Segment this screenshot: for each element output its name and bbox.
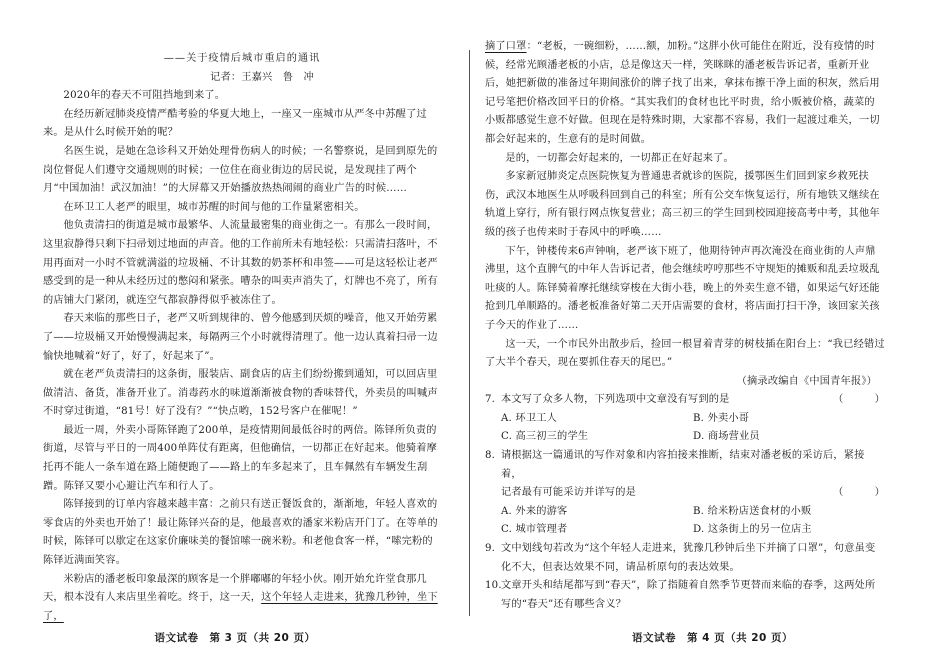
question-text-cont: 记者最有可能采访并详写的是 [501,487,637,499]
paragraph: 他负责清扫的街道是城市最繁华、人流量最密集的商业街之一。有那么一段时间，这里寂静得只剩下扫帚划过地面的声音。他的工作前所未有地轻松：只需清扫落叶，不用再面对一小时不管就满溢的垃圾桶、不计其数的奶茶杯和串签——可是这轻松让老严感受到的是一种从未经历过的憋闷和紧张。嘈杂的叫卖声消失了，灯牌也不亮了，所有的店铺大门紧闭，就连空气都寂静得似乎被冻住了。 [43,220,438,306]
question-number: 8. [485,450,496,462]
question-8 [485,447,885,540]
source-note: （摘录改编自《中国青年报》） [736,375,877,387]
paragraph-text: ：“老板，一碗细粉，……额，加粉。”这胖小伙可能住在附近，没有疫情的时候，经常光顾潘老板的小店，总是像这天一样，笑眯眯的潘老板告诉记者，重新开业后，她把新做的准备过年期间涨价的牌子找了出来，拿抹布擦干净上面的积灰，然后用记号笔把价格改回平日的价格。“其实我们的食材也比平时贵，给小贩被价格，蔬菜的小贩都感觉生意不好做。但现在是特殊时期，大家都不容易，我们一起渡过难关，一切都会好起来的，生意有的是时间做。 [485,41,880,145]
question-text-cont: 写的“春天”还有哪些含义？ [501,598,627,610]
paragraph: 陈铎接到的订单内容越来越丰富：之前只有送正餐饭食的，渐渐地，年轻人喜欢的零食店的外卖也开始了！最让陈铎兴奋的是，他最喜欢的潘家米粉店开门了。在等单的时候，陈铎可以歇定在这家价廉味美的餐馆嗦一碗米粉。和老他食客一样，“嗦完粉的陈铎近满面笑容。 [43,499,438,567]
page-divider [469,50,470,616]
paragraph: 就在老严负责清扫的这条街，服装店、副食店的店主们纷纷搬到通知，可以回店里做清洁、备货，准备开业了。消毒药水的味道渐渐被食物的香味替代，外卖员的叫喊声不时穿过街道，“81号！好了没有？”“快点哟，152号客户在催呢！” [43,369,438,418]
page-footer: 语文试卷 第 4 页（共 20 页） [631,632,794,644]
question-number: 7. [485,394,496,406]
option-a: A. 外来的游客 [501,505,568,517]
right-column [485,38,885,614]
exam-page-4 [475,0,950,671]
question-text-cont: 化不大，但表达效果不同，请品析原句的表达效果。 [501,561,740,573]
answer-bracket: （ ） [833,487,885,499]
paragraph: 这一天，一个市民外出散步后，捡回一根冒着青芽的树枝插在阳台上：“我已经错过了大半个春天，现在要抓住春天的尾巴。” [485,338,885,369]
paragraph: 是的，一切都会好起来的，一切都正在好起来了。 [505,152,734,164]
page-footer: 语文试卷 第 3 页（共 20 页） [154,632,316,644]
question-text: 请根据这一篇通讯的写作对象和内容拍接来推断，结束对潘老板的采访后，紧接着， [501,450,865,480]
paragraph-with-underline [485,38,885,150]
article-byline: 记者：王嘉兴 鲁 冲 [210,71,314,83]
option-d: D. 这条街上的另一位店主 [693,524,812,536]
paragraph: 下午，钟楼传来6声钟响，老严该下班了，他期待钟声再次淹没在商业街的人声鼎沸里，这个直脾气的中年人告诉记者，他会继续哼哼那些不守规矩的摊贩和乱丢垃圾乱吐痰的人。陈铎骑着摩托继续穿梭在大街小巷，晚上的外卖生意不错，如果运气好还能抢到几单顺路的。潘老板准备好第二天开店需要的食材，将店面打扫干净，该回家关孩子今天的作业了…… [485,245,880,331]
option-c: C. 高三初三的学生 [501,431,589,443]
answer-bracket: （ ） [833,394,885,406]
option-d: D. 商场营业员 [693,431,760,443]
option-b: B. 给米粉店送食材的小贩 [693,505,812,517]
question-number: 10. [485,580,502,592]
paragraph: 最近一周，外卖小哥陈铎跑了200单，是疫情期间最低谷时的两倍。陈铎所负责的街道，尽管与平日的一周400单阵仗有距离，但他确信，一切都正在好起来。他骑着摩托再不能人一条车道在路上随便跑了——路上的车多起来了，且车佩然有车辆发生刮蹭。陈铎又要小心避让汽车和行人了。 [43,424,437,492]
paragraph-with-underline [43,571,441,627]
paragraph: 多家新冠肺炎定点医院恢复为普通患者就诊的医院，援鄂医生们回到家乡救死扶伤，武汉本地医生从呼吸科回到自己的科室；所有公交车恢复运行，所有地铁又继续在轨道上穿行，所有银行网点恢复营业；高三初三的学生回到校园迎接高考中考，其他年级的孩子也传来时于春风中的呼唤…… [485,171,880,238]
article-subtitle: ——关于疫情后城市重启的通讯 [163,53,321,64]
question-text: 文中划线句若改为“这个年轻人走进来，犹豫几秒钟后坐下并摘了口罩”，句意虽变 [501,543,876,555]
exam-page-3 [0,0,470,671]
question-7 [485,391,885,447]
question-9 [485,540,885,577]
underlined-sentence: 这个年轻人走进来，犹豫几秒钟，坐下了， [43,592,438,622]
paragraph: 2020年的春天不可阻挡地到来了。 [63,90,226,102]
paragraph-text: 米粉店的潘老板印象最深的顾客是一个胖嘟嘟的年轻小伙。刚开始允许堂食那几天，根本没有人来店里坐着吃。终于，这一天， [43,573,427,604]
options [485,410,885,447]
option-c: C. 城市管理者 [501,524,568,536]
paragraph: 名医生说，是她在急诊科又开始处理骨伤病人的时候；一名警察说，是回到原先的岗位督促人们遵守交通规则的时候；一位住在商业街边的居民说，是发现挂了两个月“中国加油！武汉加油！”的大屏幕又开始播放热热闹闹的商业广告的时候…… [43,145,438,195]
question-10 [485,577,885,614]
paragraph: 在环卫工人老严的眼里，城市苏醒的时间与他的工作量紧密相关。 [63,201,365,213]
question-number: 9. [485,543,496,555]
paragraph: 春天来临的那些日子，老严又听到规律的、曾今他感到厌烦的噪音，他又开始劳累了——垃圾桶又开始慢慢满起来，每隔两三个小时就得清理了。他一边认真着扫帚一边愉快地喊着“好了，好了，好起来了”。 [43,313,438,362]
options [485,503,885,540]
option-b: B. 外卖小哥 [693,412,750,424]
underlined-sentence: 摘了口罩 [485,41,527,52]
question-text: 文章开头和结尾都写到“春天”，除了指随着自然季节更替而来临的春季，这两处所 [501,580,876,592]
question-text: 本文写了众多人物，下列选项中文章没有写到的是 [501,394,730,406]
left-column [43,50,441,626]
paragraph: 在经历新冠肺炎疫情严酷考验的华夏大地上，一座又一座城市从严冬中苏醒了过来。是从什么时候开始的呢？ [43,108,427,139]
option-a: A. 环卫工人 [501,412,557,424]
